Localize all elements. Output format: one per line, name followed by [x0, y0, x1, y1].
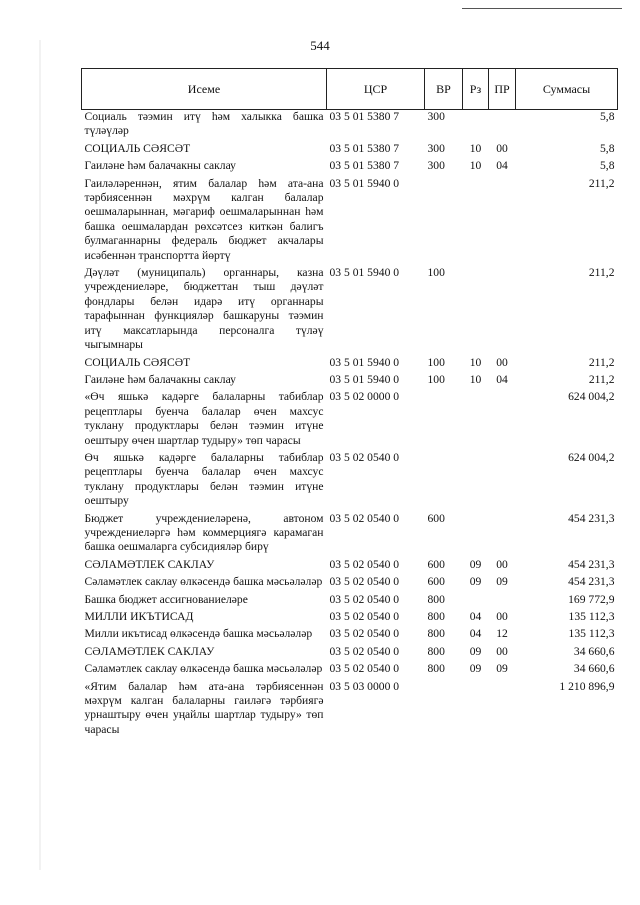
cell-rz: 10	[469, 159, 482, 173]
cell-name: Гаиләне һәм балачакны саклау	[84, 372, 236, 386]
cell-sum: 454 231,3	[568, 557, 615, 571]
cell-pr: 04	[496, 372, 508, 386]
cell-pr: 00	[496, 610, 508, 623]
table-row	[82, 110, 618, 142]
cell-csr: 03 5 01 5380 7	[329, 159, 400, 173]
cell-rz	[463, 593, 489, 610]
cell-pr	[489, 593, 516, 610]
cell-vr: 300	[427, 159, 445, 173]
top-rule	[462, 8, 622, 9]
cell-name: Социаль тәэмин итү һәм халыкка башка түләүләр	[84, 110, 324, 138]
cell-sum: 135 112,3	[568, 610, 615, 623]
cell-vr: 300	[427, 141, 445, 155]
cell-rz	[463, 177, 489, 266]
cell-pr: 09	[496, 662, 508, 676]
cell-csr: 03 5 02 0540 0	[329, 557, 400, 571]
cell-csr: 03 5 02 0540 0	[329, 644, 400, 658]
cell-rz: 10	[469, 141, 482, 155]
table-row	[82, 142, 618, 159]
cell-sum: 211,2	[588, 372, 615, 386]
cell-sum: 5,8	[600, 159, 615, 173]
cell-pr: 09	[496, 575, 508, 589]
page-number: 544	[310, 38, 330, 53]
table-row	[82, 680, 618, 741]
cell-pr: 00	[496, 644, 508, 658]
column-header-pr: ПР	[489, 69, 516, 110]
cell-sum: 624 004,2	[568, 390, 615, 404]
column-header-sum: Суммасы	[516, 69, 618, 110]
cell-csr: 03 5 01 5940 0	[329, 176, 400, 190]
cell-name: Сәламәтлек саклау өлкәсендә башка мәсьәләләр	[84, 575, 323, 589]
cell-name: Өч яшькә кадәрге балаларны табиблар рецептлары буенча балалар өчен махсус туклану продуктлары белән тәэмин итүне оештыру	[84, 450, 324, 508]
cell-csr: 03 5 01 5380 7	[329, 110, 400, 123]
cell-name: Дәүләт (муниципаль) органнары, казна учреждениеләре, бюджеттан тыш дәүләт фондлары белән идарә итү органнары тарафыннан функцияләр башкаруны тәэмин итү максатларында персоналга түләү чыгымнары	[84, 266, 324, 352]
cell-pr: 00	[496, 355, 508, 369]
cell-rz: 09	[469, 575, 482, 589]
cell-name: Бюджет учреждениеләренә, автоном учреждениеләргә һәм коммерциягә карамаган башка оешмаларга субсидияләр бирү	[84, 511, 324, 554]
cell-pr: 04	[496, 159, 508, 173]
table-row	[82, 627, 618, 644]
cell-sum: 169 772,9	[568, 592, 615, 606]
cell-csr: 03 5 02 0540 0	[329, 450, 400, 464]
cell-vr: 800	[427, 610, 445, 623]
cell-name: МИЛЛИ ИКЪТИСАД	[84, 610, 194, 623]
table-row	[82, 645, 618, 662]
cell-pr: 00	[496, 557, 508, 571]
table-row	[82, 177, 618, 266]
cell-sum: 5,8	[600, 141, 615, 155]
cell-vr: 800	[427, 644, 445, 658]
cell-sum: 211,2	[588, 355, 615, 369]
cell-csr: 03 5 02 0540 0	[329, 575, 400, 589]
table-row	[82, 390, 618, 451]
cell-name: СОЦИАЛЬ СӘЯСӘТ	[84, 141, 191, 155]
cell-sum: 454 231,3	[568, 575, 615, 589]
cell-sum: 454 231,3	[568, 511, 615, 525]
cell-rz	[463, 451, 489, 512]
cell-vr	[425, 390, 463, 451]
cell-csr: 03 5 03 0000 0	[329, 679, 400, 693]
cell-vr	[425, 177, 463, 266]
cell-vr: 100	[427, 372, 445, 386]
cell-sum: 211,2	[588, 266, 615, 280]
budget-table	[81, 68, 618, 740]
cell-rz: 10	[469, 355, 482, 369]
cell-rz: 09	[469, 644, 482, 658]
cell-name: Гаиләләреннән, ятим балалар һәм ата-ана тәрбиясеннән мәхрүм калган балалар оешмаларыннан, мәгариф оешмаларыннан һәм башка оешмалардан рөхсәтсез киткән балигъ булмаганнарны федераль бюджет акчалары исәбеннән транспортта йөртү	[84, 176, 324, 262]
table-row	[82, 575, 618, 592]
cell-vr: 800	[427, 592, 445, 606]
table-header-row	[82, 69, 618, 110]
cell-rz	[463, 110, 489, 142]
cell-csr: 03 5 01 5940 0	[329, 266, 400, 280]
table-row	[82, 266, 618, 355]
cell-csr: 03 5 02 0540 0	[329, 511, 400, 525]
cell-sum: 5,8	[600, 110, 615, 123]
cell-name: «Ятим балалар һәм ата-ана тәрбиясеннән мәхрүм калган балаларны гаиләгә тәрбиягә урнаштыру өчен уңайлы шартлар тудыру» төп чарасы	[84, 679, 324, 736]
cell-rz: 04	[469, 610, 482, 623]
cell-vr: 600	[427, 575, 445, 589]
cell-pr	[489, 451, 516, 512]
cell-csr: 03 5 01 5380 7	[329, 141, 400, 155]
column-header-rz: Рз	[463, 69, 489, 110]
table-row	[82, 558, 618, 575]
cell-name: Милли икътисад өлкәсендә башка мәсьәләләр	[84, 627, 313, 641]
cell-name: Башка бюджет ассигнованиеләре	[84, 592, 248, 606]
cell-name: «Өч яшькә кадәрге балаларны табиблар рецептлары буенча балалар өчен махсус туклану продуктлары белән тәэмин итүне оештыру өчен шартлар тудыру» төп чарасы	[84, 390, 324, 447]
cell-pr	[489, 177, 516, 266]
cell-csr: 03 5 02 0540 0	[329, 592, 400, 606]
cell-pr: 00	[496, 141, 508, 155]
cell-pr	[489, 110, 516, 142]
cell-vr: 100	[427, 355, 445, 369]
table-row	[82, 356, 618, 373]
cell-pr	[489, 390, 516, 451]
cell-csr: 03 5 02 0000 0	[329, 390, 400, 404]
cell-vr: 800	[427, 662, 445, 676]
column-header-csr: ЦСР	[327, 69, 425, 110]
column-header-name: Исеме	[82, 69, 327, 110]
cell-sum: 135 112,3	[568, 627, 615, 641]
cell-csr: 03 5 02 0540 0	[329, 610, 400, 623]
cell-name: СӘЛАМӘТЛЕК САКЛАУ	[84, 644, 215, 658]
cell-sum: 624 004,2	[568, 450, 615, 464]
cell-vr: 600	[427, 511, 445, 525]
cell-pr	[489, 680, 516, 741]
cell-name: СӘЛАМӘТЛЕК САКЛАУ	[84, 557, 215, 571]
table-row	[82, 610, 618, 627]
cell-rz	[463, 680, 489, 741]
cell-rz	[463, 512, 489, 558]
cell-pr: 12	[496, 627, 508, 641]
cell-rz: 10	[469, 372, 482, 386]
cell-sum: 34 660,6	[573, 662, 615, 676]
table-row	[82, 512, 618, 558]
table-row	[82, 451, 618, 512]
cell-pr	[489, 512, 516, 558]
cell-name: Гаиләне һәм балачакны саклау	[84, 159, 236, 173]
cell-csr: 03 5 01 5940 0	[329, 372, 400, 386]
cell-rz	[463, 266, 489, 355]
cell-name: Сәламәтлек саклау өлкәсендә башка мәсьәләләр	[84, 662, 323, 676]
cell-vr	[425, 451, 463, 512]
table-row	[82, 593, 618, 610]
cell-rz: 09	[469, 662, 482, 676]
cell-csr: 03 5 02 0540 0	[329, 627, 400, 641]
cell-name: СОЦИАЛЬ СӘЯСӘТ	[84, 355, 191, 369]
cell-sum: 211,2	[588, 176, 615, 190]
cell-vr	[425, 680, 463, 741]
cell-vr: 600	[427, 557, 445, 571]
cell-pr	[489, 266, 516, 355]
cell-sum: 1 210 896,9	[559, 679, 615, 693]
cell-csr: 03 5 02 0540 0	[329, 662, 400, 676]
cell-rz: 04	[469, 627, 482, 641]
cell-vr: 800	[427, 627, 445, 641]
table-row	[82, 159, 618, 176]
cell-sum: 34 660,6	[573, 644, 615, 658]
table-row	[82, 662, 618, 679]
column-header-vr: ВР	[425, 69, 463, 110]
cell-vr: 100	[427, 266, 445, 280]
table-row	[82, 373, 618, 390]
cell-rz: 09	[469, 557, 482, 571]
cell-rz	[463, 390, 489, 451]
cell-vr: 300	[427, 110, 445, 123]
cell-csr: 03 5 01 5940 0	[329, 355, 400, 369]
